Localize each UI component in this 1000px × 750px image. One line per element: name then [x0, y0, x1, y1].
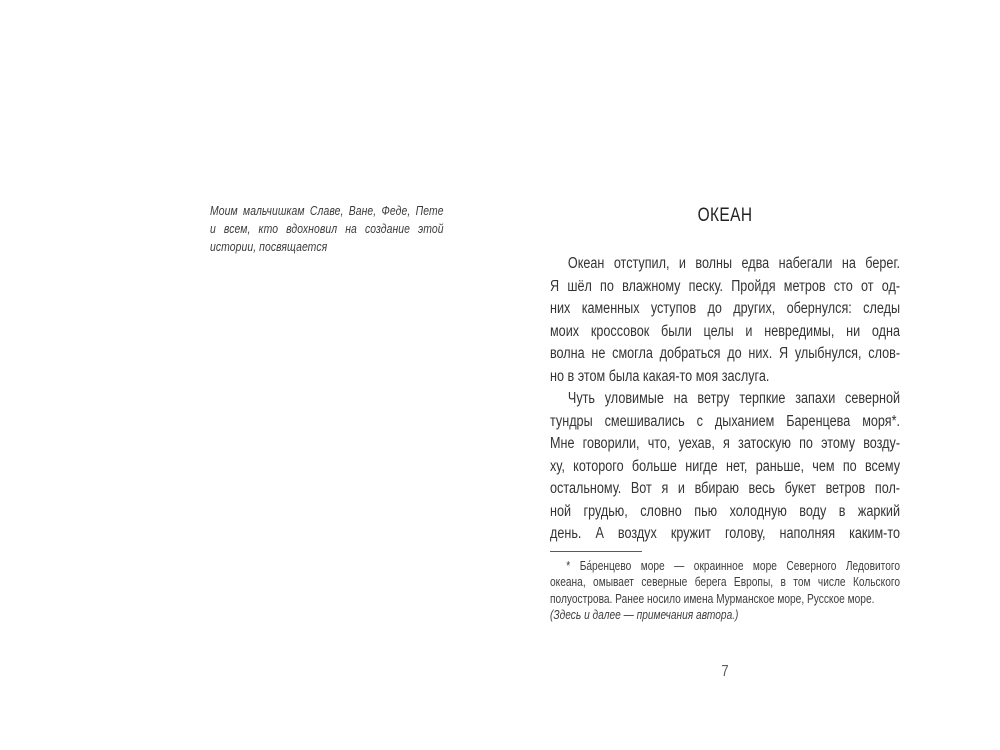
text-line: Я шёл по влажному песку. Пройдя метров сто от од-	[550, 277, 901, 295]
text-line: Океан отступил, и волны едва набегали на берег.	[567, 255, 901, 272]
text-line: Чуть уловимые на ветру терпкие запахи северной	[567, 390, 901, 407]
text-line: Мне говорили, что, уехав, я затоскую по этому возду-	[550, 435, 901, 452]
text-line: ху, которого больше нигде нет, раньше, чем по всему	[550, 457, 901, 475]
text-line: океана, омывает северные берега Европы, в том числе Кольского	[550, 575, 901, 589]
footnote-author-note: (Здесь и далее — примечания автора.)	[550, 608, 739, 622]
right-page-text-column	[550, 0, 900, 750]
text-line: тундры смешивались с дыханием Баренцева моря*.	[550, 412, 901, 430]
paragraph-2	[550, 388, 900, 546]
text-line: день. А воздух кружит голову, наполняя каким-то	[550, 525, 901, 542]
text-line: остальному. Вот я и вбираю весь букет ветров пол-	[550, 480, 901, 497]
paragraph-1	[550, 253, 900, 388]
text-line: них каменных уступов до других, обернулся: следы	[550, 300, 901, 317]
text-line: полуострова. Ранее носило имена Мурманское море, Русское море.	[550, 591, 875, 606]
dedication-text	[210, 202, 444, 256]
text-line: и всем, кто вдохновил на создание этой	[210, 221, 444, 236]
footnote-definition	[550, 558, 900, 608]
footnote	[550, 558, 900, 624]
text-line: истории, посвящается	[210, 239, 328, 254]
text-line: * Ба́ренцево море — окраинное море Северного Ледовитого	[566, 558, 901, 573]
footnote-separator-rule	[550, 551, 642, 552]
chapter-title: ОКЕАН	[697, 205, 753, 226]
body-text	[550, 253, 900, 546]
text-line: волна не смогла добраться до них. Я улыбнулся, слов-	[550, 345, 901, 362]
text-line: ной грудью, словно пью холодную воду в жаркий	[550, 502, 901, 520]
text-line: моих кроссовок были целы и невредимы, ни одна	[550, 322, 901, 340]
page-number: 7	[721, 663, 729, 680]
text-line: но в этом была какая-то моя заслуга.	[550, 367, 770, 385]
text-line: Моим мальчишкам Славе, Ване, Феде, Пете	[210, 203, 444, 218]
